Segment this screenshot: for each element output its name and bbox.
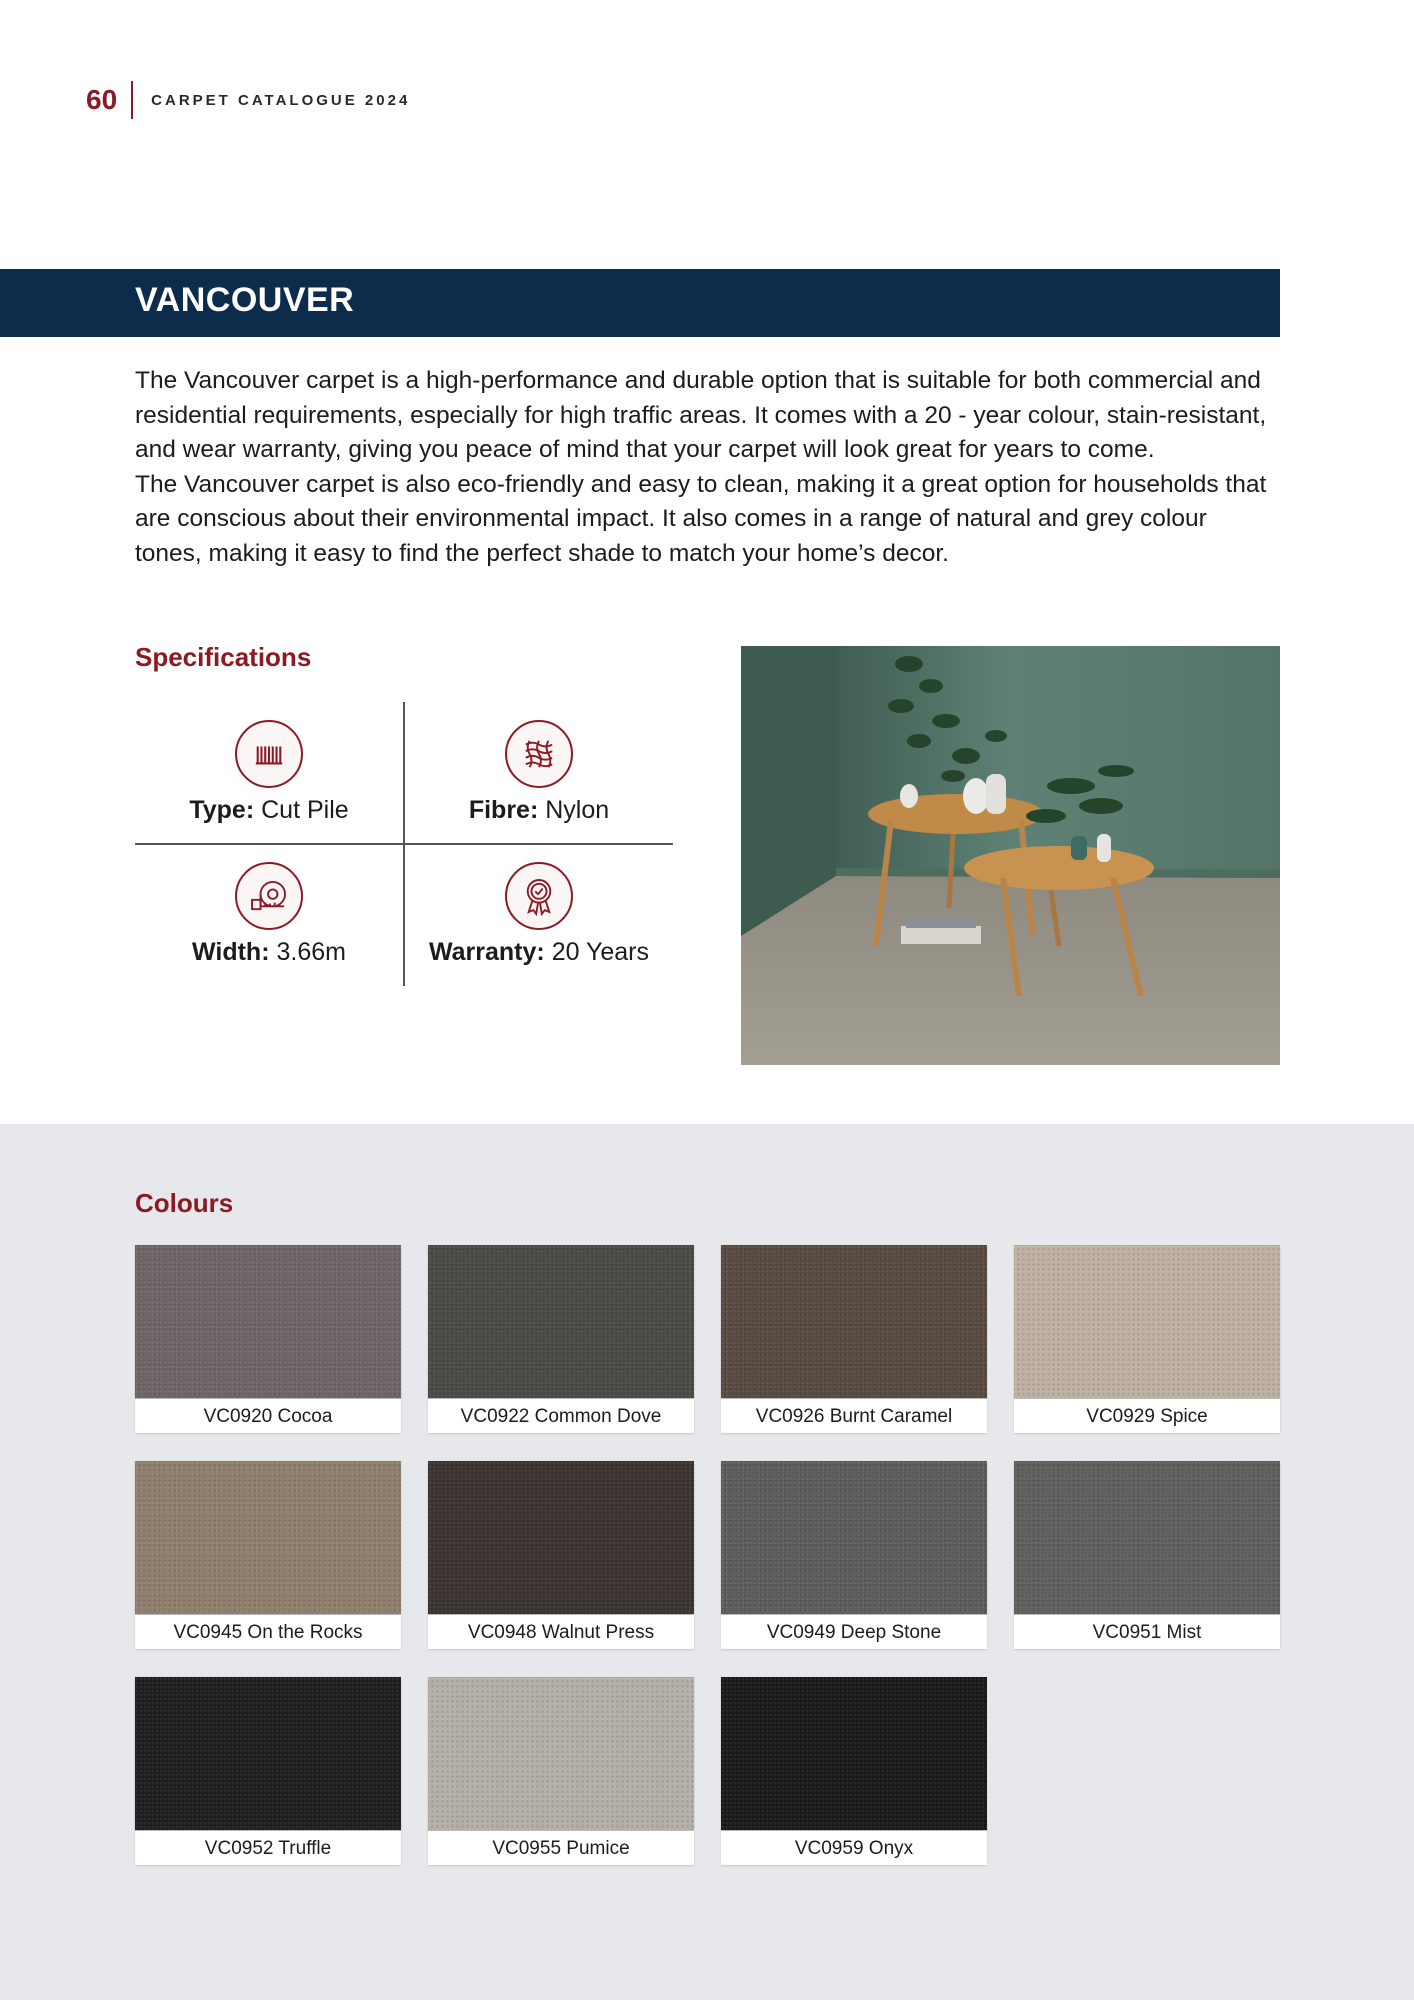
spec-warranty-label: Warranty: [428,938,545,966]
colour-swatch [428,1245,694,1433]
colour-swatch-label: VC0926 Burnt Caramel [721,1398,987,1434]
colour-swatch [721,1461,987,1649]
spec-fibre-value: Nylon [545,796,610,824]
specifications-heading: Specifications [135,642,312,672]
spec-type-value: Cut Pile [261,796,349,824]
colour-swatch [1014,1245,1280,1433]
spec-fibre-label: Fibre: [468,796,539,824]
spec-width [135,846,403,986]
colour-swatch-image [428,1677,694,1830]
spec-width-text [115,938,423,967]
spec-divider-horizontal [135,843,673,845]
colour-swatch [721,1245,987,1433]
spec-type-label: Type: [189,796,255,824]
room-photo [741,646,1280,1065]
warranty-badge-icon [505,862,573,930]
spec-type-text [115,796,423,825]
colour-swatch-image [721,1461,987,1614]
colour-swatch-label: VC0955 Pumice [428,1830,694,1866]
colour-swatch [1014,1461,1280,1649]
colour-swatch-image [721,1245,987,1398]
description-paragraph-1: The Vancouver carpet is a high-performance and durable option that is suitable for both commercial and residential requirements, especially for high traffic areas. It comes with a 20 - year colour, stain-resistant, and wear warranty, giving you peace of mind that your carpet will look great for years to come. [135,367,1267,463]
description-paragraph-2: The Vancouver carpet is also eco-friendly and easy to clean, making it a great option for households that are conscious about their environmental impact. It also comes in a range of natural and grey colour tones, making it easy to find the perfect shade to match your home’s decor. [135,470,1267,567]
colour-swatch-image [721,1677,987,1830]
colour-swatch [135,1461,401,1649]
colour-swatch-label: VC0929 Spice [1014,1398,1280,1434]
specifications-grid [135,702,673,986]
tape-measure-icon [235,862,303,930]
page-header [86,80,410,120]
colour-swatch-label: VC0952 Truffle [135,1830,401,1866]
spec-fibre [405,702,673,842]
colour-swatch-label: VC0951 Mist [1014,1614,1280,1650]
fibre-weave-icon [505,720,573,788]
colours-heading: Colours [135,1188,234,1218]
spec-fibre-text [385,796,693,825]
spec-warranty [405,846,673,986]
colour-swatch [428,1461,694,1649]
spec-width-label: Width: [192,938,270,966]
page-number: 60 [86,84,118,115]
spec-warranty-value: 20 Years [551,938,650,966]
colour-swatch [135,1677,401,1865]
spec-warranty-text [385,938,693,967]
colour-swatch-image [428,1461,694,1614]
colour-swatch [135,1245,401,1433]
colour-swatch-image [1014,1461,1280,1614]
colour-swatch-label: VC0959 Onyx [721,1830,987,1866]
header-divider [131,81,133,119]
colour-swatch-image [135,1677,401,1830]
colour-swatch [721,1677,987,1865]
colour-swatch [428,1677,694,1865]
colour-swatch-label: VC0922 Common Dove [428,1398,694,1434]
colour-swatch-image [428,1245,694,1398]
spec-type [135,702,403,842]
colour-swatch-label: VC0948 Walnut Press [428,1614,694,1650]
colour-swatch-image [135,1245,401,1398]
product-description [135,364,1275,571]
colour-swatch-label: VC0945 On the Rocks [135,1614,401,1650]
colour-swatch-label: VC0949 Deep Stone [721,1614,987,1650]
colour-swatch-image [135,1461,401,1614]
catalogue-title: CARPET CATALOGUE 2024 [151,91,411,109]
product-title: VANCOUVER [135,281,355,319]
spec-width-value: 3.66m [276,938,346,966]
cut-pile-icon [235,720,303,788]
colour-swatch-label: VC0920 Cocoa [135,1398,401,1434]
title-band [0,269,1280,337]
colour-swatch-image [1014,1245,1280,1398]
